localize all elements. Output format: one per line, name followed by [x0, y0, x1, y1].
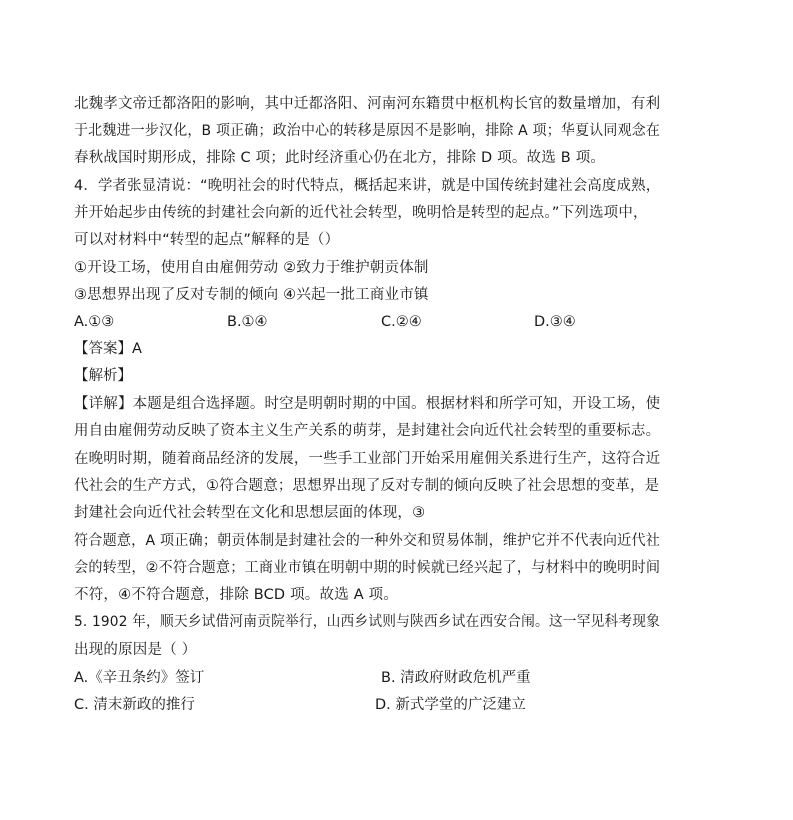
q4-detail-line-8: 不符，④不符合题意，排除 BCD 项。故选 A 项。: [74, 587, 399, 603]
q4-stem-line-3: 可以对材料中“转型的起点”解释的是（）: [74, 232, 340, 248]
q4-option-c: C.②④: [381, 314, 422, 330]
q4-answer: 【答案】A: [74, 341, 142, 357]
q5-stem-line-1: 5. 1902 年，顺天乡试借河南贡院举行，山西乡试则与陕西乡试在西安合闱。这一罕见科考现象: [74, 614, 661, 630]
q4-detail-line-3: 在晚明时期，随着商品经济的发展，一些手工业部门开始采用雇佣关系进行生产，这符合近: [74, 451, 661, 467]
q5-option-b: B. 清政府财政危机严重: [381, 670, 531, 686]
q4-option-b: B.①④: [227, 314, 268, 330]
q4-detail-line-6: 符合题意，A 项正确；朝贡体制是封建社会的一种外交和贸易体制，维护它并不代表向近代社: [74, 533, 661, 549]
q4-option-d: D.③④: [534, 314, 576, 330]
q4-stem-line-1: 4．学者张显清说：“晚明社会的时代特点，概括起来讲，就是中国传统封建社会高度成熟，: [74, 178, 661, 194]
q5-option-c: C. 清末新政的推行: [74, 697, 195, 713]
q4-option-a: A.①③: [74, 314, 115, 330]
prev-explanation-line-3: 春秋战国时期形成，排除 C 项；此时经济重心仍在北方，排除 D 项。故选 B 项。: [74, 150, 606, 166]
q4-analysis-label: 【解析】: [74, 368, 132, 384]
q4-detail-line-1: 【详解】本题是组合选择题。时空是明朝时期的中国。根据材料和所学可知，开设工场，使: [74, 396, 661, 412]
q4-item-line-1: ①开设工场，使用自由雇佣劳动 ②致力于维护朝贡体制: [74, 260, 429, 276]
q4-detail-line-5: 封建社会向近代社会转型在文化和思想层面的体现，③: [74, 505, 426, 521]
q4-item-line-2: ③思想界出现了反对专制的倾向 ④兴起一批工商业市镇: [74, 287, 429, 303]
q5-stem-line-2: 出现的原因是（ ）: [74, 642, 197, 658]
q4-detail-line-7: 会的转型，②不符合题意；工商业市镇在明朝中期的时候就已经兴起了，与材料中的晚明时间: [74, 560, 661, 576]
q4-detail-line-2: 用自由雇佣劳动反映了资本主义生产关系的萌芽，是封建社会向近代社会转型的重要标志。: [74, 423, 661, 439]
q5-option-d: D. 新式学堂的广泛建立: [375, 697, 526, 713]
prev-explanation-line-2: 于北魏进一步汉化，B 项正确；政治中心的转移是原因不是影响，排除 A 项；华夏认同观念在: [74, 123, 661, 139]
q5-option-a: A.《辛丑条约》签订: [74, 670, 205, 686]
q4-detail-line-4: 代社会的生产方式，①符合题意；思想界出现了反对专制的倾向反映了社会思想的变革，是: [74, 478, 660, 494]
prev-explanation-line-1: 北魏孝文帝迁都洛阳的影响，其中迁都洛阳、河南河东籍贯中枢机构长官的数量增加，有利: [74, 96, 661, 112]
q4-stem-line-2: 并开始起步由传统的封建社会向新的近代社会转型，晚明恰是转型的起点。”下列选项中，: [74, 205, 648, 221]
